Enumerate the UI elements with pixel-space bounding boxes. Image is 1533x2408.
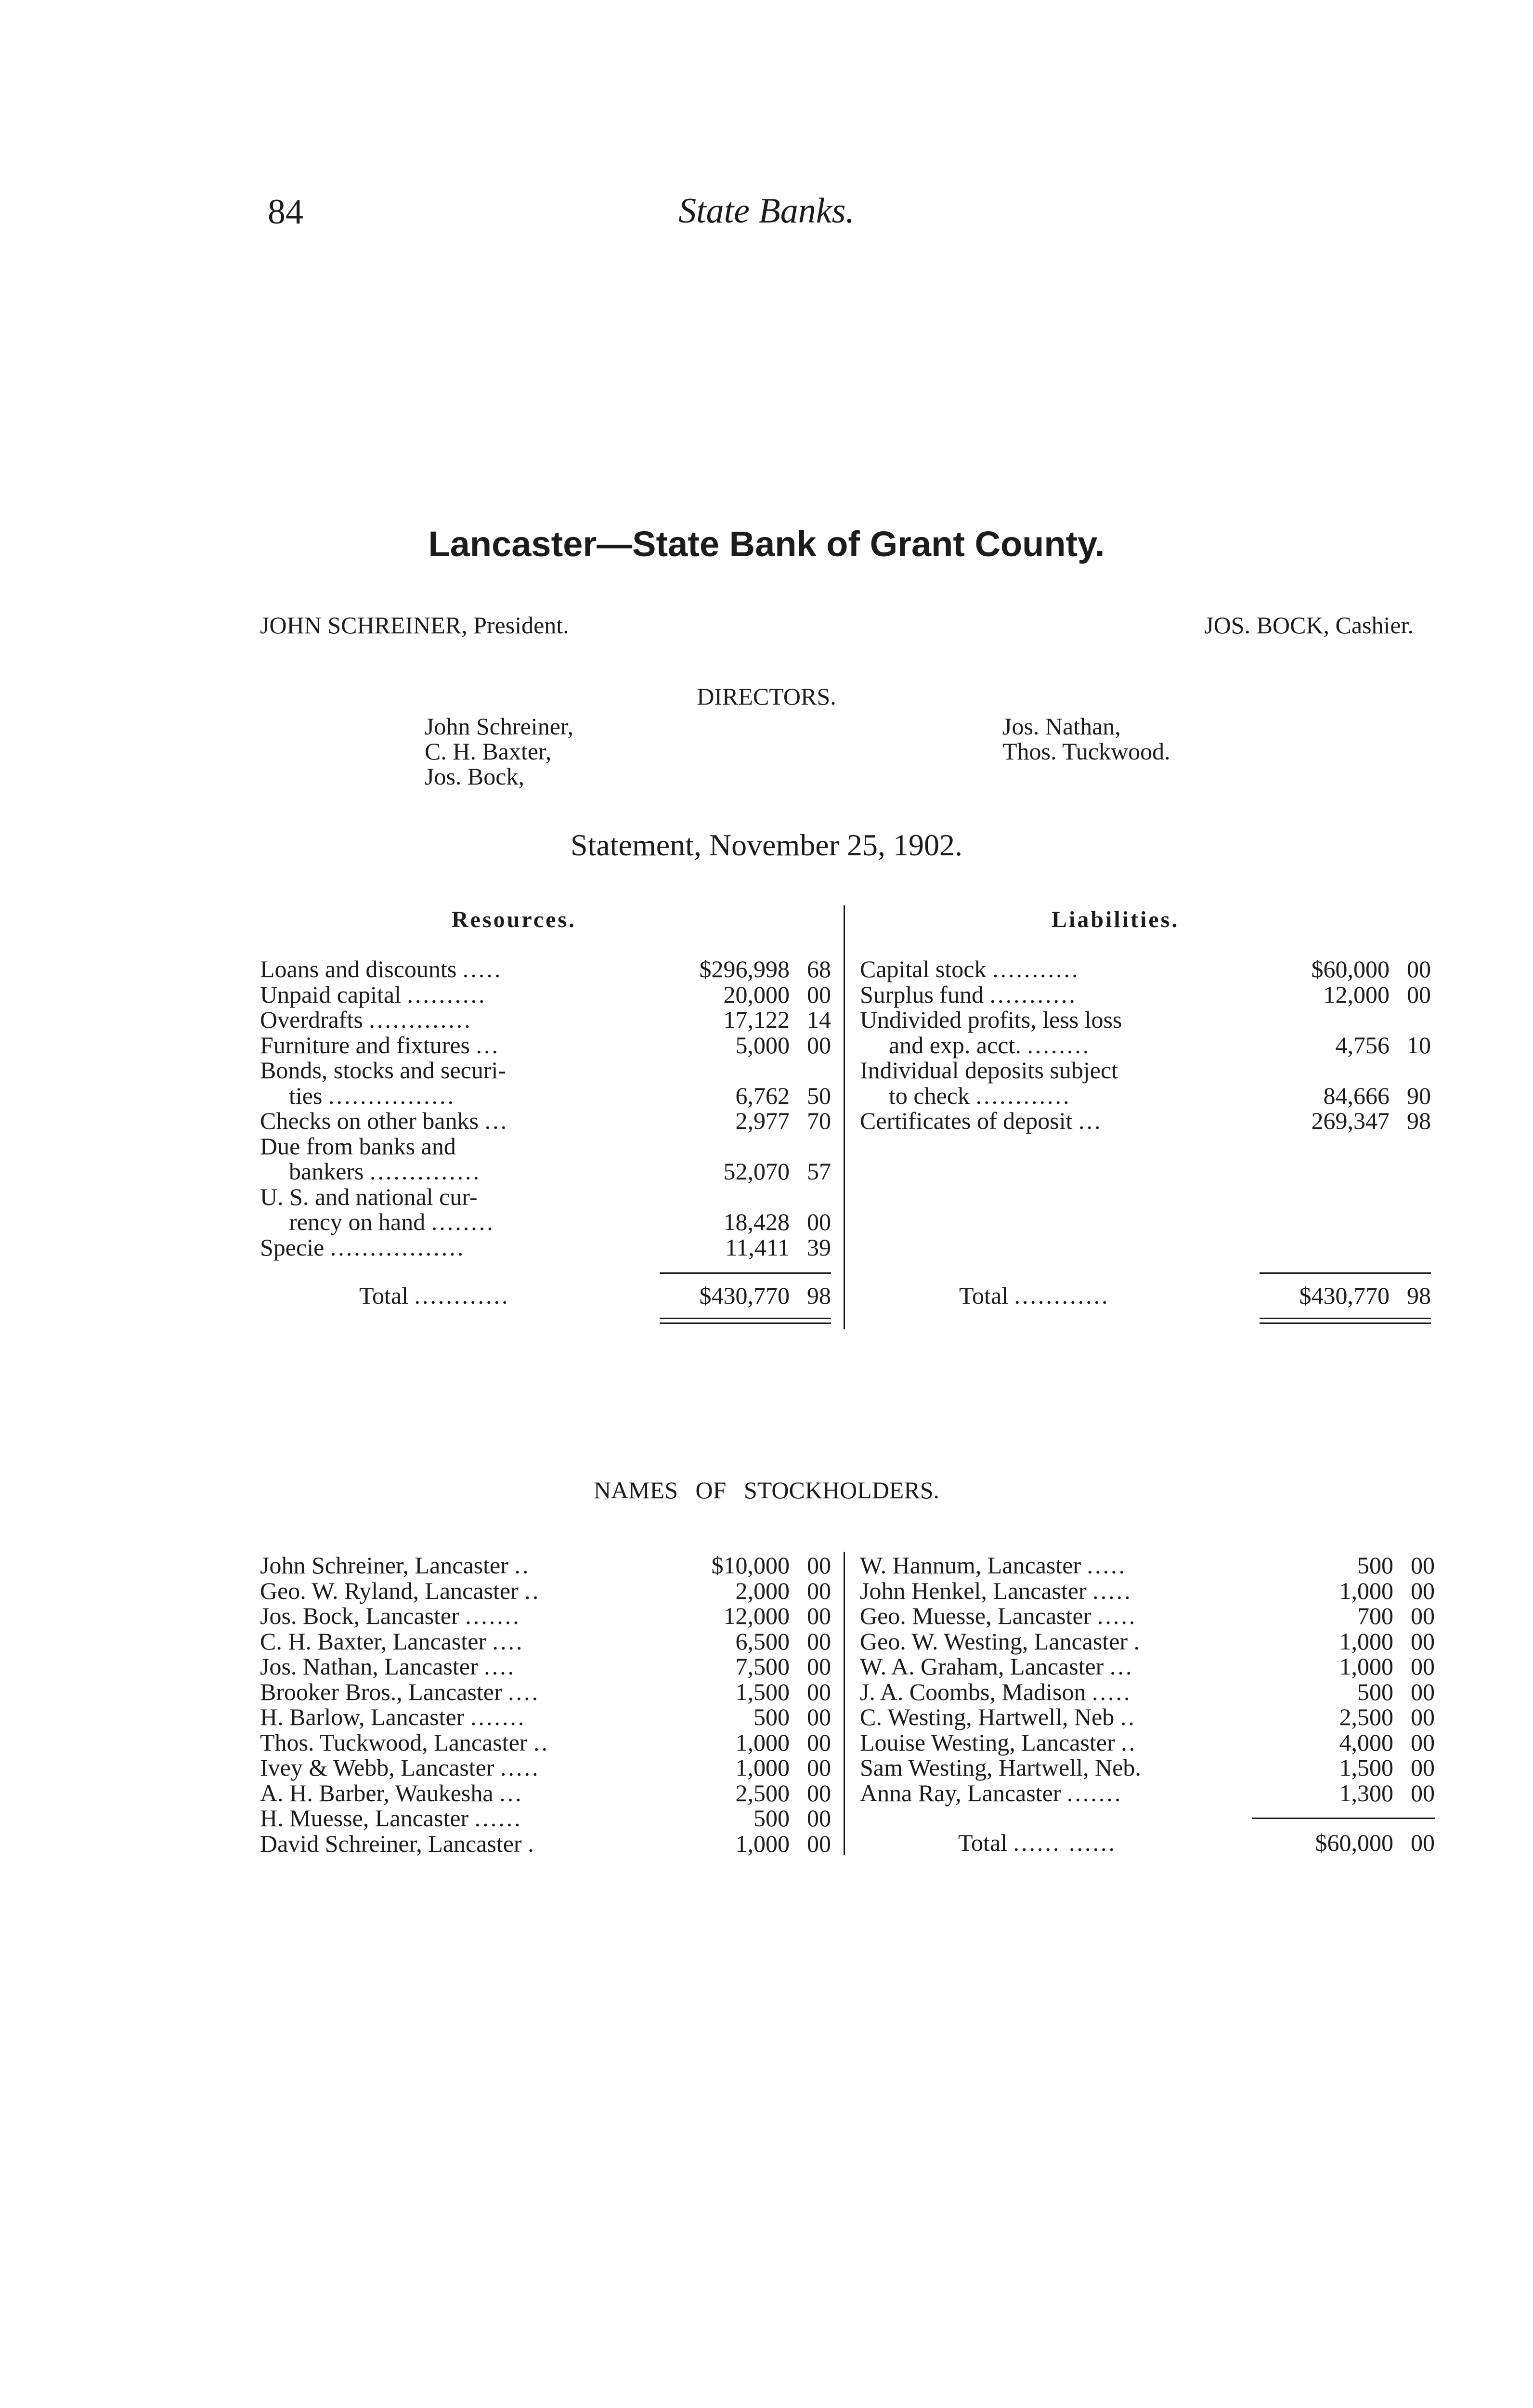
leader-dots: ....... [1066,1779,1123,1806]
leader-dots: .. [1120,1703,1136,1730]
amount-cents: 00 [1411,1627,1435,1655]
amount-dollars: 12,000 [723,1602,790,1629]
row-label [260,1629,524,1654]
leader-dots: ........ [1027,1031,1091,1059]
liability-row [860,1007,1431,1032]
leader-dots: ... [484,1107,509,1134]
president-line: JOHN SCHREINER, President. [260,612,569,639]
amount-dollars: 1,000 [735,1728,790,1756]
row-label [260,1679,540,1704]
row-text: Surplus fund [860,981,984,1008]
leader-dots: ..... [500,1754,540,1781]
row-text: A. H. Barber, Waukesha [260,1779,494,1806]
row-label [860,1578,1132,1603]
amount-cents: 39 [807,1233,831,1261]
amount-cents: 68 [807,955,831,982]
amount-cents: 98 [1407,1107,1431,1134]
amount-dollars: 4,000 [1339,1728,1393,1756]
stockholder-row [860,1654,1435,1679]
row-label [260,1780,523,1806]
leader-dots: ............ [975,1082,1071,1109]
leader-dots: .......... [407,981,487,1008]
leader-dots: ............ [1014,1282,1110,1309]
leader-dots: ...... [474,1805,522,1832]
running-title: State Banks. [678,191,855,231]
stockholder-row [260,1831,831,1856]
row-label [860,1780,1122,1806]
liabilities-total-row [860,1283,1431,1308]
amount-dollars: 500 [754,1805,790,1832]
amount-dollars: 2,977 [735,1107,790,1134]
row-text: bankers [289,1158,364,1185]
stockholder-row [260,1780,831,1806]
amount-cents: 00 [1411,1829,1435,1856]
stockholder-row [260,1806,831,1831]
row-text: to check [889,1082,970,1109]
director-name: C. H. Baxter, [425,738,552,765]
stockholder-row [860,1755,1435,1780]
amount-dollars: 2,500 [735,1779,790,1806]
row-label [260,1755,540,1780]
amount-cents: 00 [807,981,831,1008]
amount-dollars: $430,770 [1299,1282,1390,1309]
amount-cents: 00 [807,1653,831,1680]
amount-cents: 00 [1411,1754,1435,1781]
row-label [959,1283,1110,1308]
leader-dots: ............ [414,1282,510,1309]
amount-dollars: 500 [1357,1552,1393,1579]
row-label [860,982,1077,1007]
row-label [289,1209,495,1234]
amount-cents: 00 [807,1779,831,1806]
row-text: Thos. Tuckwood, Lancaster [260,1728,528,1756]
row-text: Due from banks and [260,1132,456,1160]
liabilities-sum-rule [1260,1272,1431,1274]
amount-dollars: 52,070 [723,1158,790,1185]
resource-row [260,982,831,1007]
amount-dollars: 5,000 [735,1031,790,1059]
amount-cents: 00 [1411,1728,1435,1756]
row-text: Certificates of deposit [860,1107,1073,1134]
row-text: and exp. acct. [889,1031,1021,1059]
liabilities-total-double-rule [1260,1322,1431,1324]
amount-dollars: 11,411 [725,1233,790,1261]
leader-dots: ..... [1097,1602,1137,1629]
amount-cents: 70 [807,1107,831,1134]
leader-dots: ..... [1092,1577,1132,1604]
amount-dollars: 20,000 [723,981,790,1008]
row-text: Louise Westing, Lancaster [860,1728,1115,1756]
row-label [260,1831,536,1856]
row-label [289,1083,455,1108]
row-text: J. A. Coombs, Madison [860,1678,1086,1705]
liability-row [860,1083,1431,1108]
amount-cents: 00 [1407,981,1431,1008]
resource-row [260,1235,831,1260]
director-name: Thos. Tuckwood. [1002,738,1170,765]
row-label [260,1033,500,1058]
row-text: W. Hannum, Lancaster [860,1552,1081,1579]
stockholders-heading: NAMES OF STOCKHOLDERS. [593,1477,940,1504]
resource-row [260,1184,831,1209]
stockholder-row [860,1578,1435,1603]
amount-cents: 00 [1411,1577,1435,1604]
amount-cents: 00 [1411,1653,1435,1680]
row-label [260,1134,456,1159]
leader-dots: . [1133,1627,1142,1655]
directors-heading: DIRECTORS. [697,683,836,710]
stockholder-row [260,1730,831,1755]
row-label [860,1629,1142,1654]
amount-cents: 90 [1407,1082,1431,1109]
leader-dots: . [528,1830,536,1857]
directors-left [425,714,573,789]
row-text: Total [958,1829,1008,1856]
amount-cents: 00 [1411,1703,1435,1730]
liability-row [860,956,1431,982]
amount-dollars: 1,000 [1339,1653,1393,1680]
liability-row [860,1033,1431,1058]
row-label [260,1235,465,1260]
row-text: Jos. Nathan, Lancaster [260,1653,478,1680]
amount-cents: 00 [1411,1678,1435,1705]
row-text: Brooker Bros., Lancaster [260,1678,502,1705]
amount-cents: 00 [807,1552,831,1579]
row-text: H. Muesse, Lancaster [260,1805,469,1832]
resources-sum-rule [660,1272,831,1274]
row-text: Total [359,1282,409,1309]
amount-dollars: 1,000 [1339,1577,1393,1604]
amount-dollars: 500 [1357,1678,1393,1705]
row-label [260,1578,540,1603]
row-label [260,956,502,982]
row-text: Furniture and fixtures [260,1031,470,1059]
amount-cents: 00 [807,1805,831,1832]
amount-cents: 00 [1411,1602,1435,1629]
leader-dots: ... [499,1779,523,1806]
row-text: ties [289,1082,323,1109]
stockholder-row [260,1629,831,1654]
directors-right [1002,714,1170,764]
stockholder-row [860,1679,1435,1704]
amount-dollars: $60,000 [1315,1829,1393,1856]
stockholder-row [860,1730,1435,1755]
liability-row [860,1058,1431,1083]
stockholder-row [260,1755,831,1780]
row-text: Total [959,1282,1009,1309]
row-label [889,1033,1091,1058]
leader-dots: ..... [1087,1552,1127,1579]
row-label [289,1159,481,1184]
resources-total-row [260,1283,831,1308]
amount-cents: 00 [807,1754,831,1781]
amount-dollars: 6,762 [735,1082,790,1109]
resource-row [260,1108,831,1133]
leader-dots: ....... [465,1602,521,1629]
leader-dots: ........ [431,1208,495,1235]
amount-dollars: 2,500 [1339,1703,1393,1730]
leader-dots: .. [524,1577,541,1604]
row-text: John Schreiner, Lancaster [260,1552,508,1579]
leader-dots: .... [492,1627,524,1655]
row-text: H. Barlow, Lancaster [260,1703,465,1730]
row-text: Checks on other banks [260,1107,479,1134]
director-name: Jos. Nathan, [1002,713,1121,740]
stockholder-row [860,1603,1435,1628]
row-label [860,1755,1141,1780]
row-label [860,956,1079,982]
row-label [260,1730,549,1755]
amount-dollars: $296,998 [699,955,790,982]
leader-dots: ..... [462,955,503,982]
row-text: Capital stock [860,955,987,982]
amount-dollars: 84,666 [1323,1082,1390,1109]
row-text: David Schreiner, Lancaster [260,1830,522,1857]
amount-dollars: $10,000 [711,1552,790,1579]
amount-cents: 98 [807,1282,831,1309]
amount-dollars: 17,122 [723,1006,790,1033]
row-label [260,1553,530,1578]
row-text: Geo. W. Ryland, Lancaster [260,1577,519,1604]
amount-dollars: 500 [754,1703,790,1730]
amount-cents: 00 [807,1031,831,1059]
leader-dots: ... [1078,1107,1103,1134]
row-label [860,1108,1103,1133]
row-label [860,1730,1137,1755]
resource-row [260,1159,831,1184]
row-label [958,1830,1117,1855]
amount-cents: 00 [807,1728,831,1756]
stockholders-total-row [860,1830,1435,1855]
amount-cents: 00 [807,1208,831,1235]
amount-dollars: 700 [1357,1602,1393,1629]
row-label [260,1806,522,1831]
amount-cents: 00 [807,1703,831,1730]
amount-cents: 00 [807,1627,831,1655]
row-label [860,1007,1122,1032]
row-text: Sam Westing, Hartwell, Neb. [860,1754,1141,1781]
row-label [260,982,486,1007]
resource-row [260,956,831,982]
stockholder-row [860,1553,1435,1578]
amount-cents: 00 [807,1602,831,1629]
amount-cents: 00 [807,1577,831,1604]
resource-row [260,1083,831,1108]
row-text: C. Westing, Hartwell, Neb [860,1703,1115,1730]
row-label [860,1603,1137,1628]
row-label [860,1679,1132,1704]
amount-cents: 98 [1407,1282,1431,1309]
row-label [260,1007,472,1032]
row-label [260,1603,521,1628]
row-text: Geo. W. Westing, Lancaster [860,1627,1128,1655]
stockholder-row [860,1780,1435,1806]
stockholder-row [260,1679,831,1704]
amount-cents: 00 [1407,955,1431,982]
amount-dollars: 1,300 [1339,1779,1393,1806]
stockholder-row [260,1603,831,1628]
leader-dots: .. [514,1552,531,1579]
resource-row [260,1033,831,1058]
leader-dots: .... [508,1678,540,1705]
amount-dollars: 4,756 [1335,1031,1390,1059]
leader-dots: ........... [989,981,1077,1008]
amount-cents: 00 [1411,1552,1435,1579]
row-text: Undivided profits, less loss [860,1006,1122,1033]
amount-dollars: 1,000 [1339,1627,1393,1655]
row-label [860,1058,1118,1083]
row-label [889,1083,1071,1108]
row-text: John Henkel, Lancaster [860,1577,1087,1604]
leader-dots: ................ [328,1082,455,1109]
row-label [359,1283,510,1308]
row-label [260,1184,478,1209]
stockholder-row [860,1704,1435,1729]
row-text: Loans and discounts [260,955,457,982]
row-label [260,1058,506,1083]
director-name: Jos. Bock, [425,763,524,790]
row-text: Ivey & Webb, Lancaster [260,1754,494,1781]
amount-cents: 50 [807,1082,831,1109]
leader-dots: .... [484,1653,516,1680]
amount-dollars: 7,500 [735,1653,790,1680]
liabilities-heading: Liabilities. [1052,907,1180,932]
statement-heading: Statement, November 25, 1902. [570,828,963,862]
amount-cents: 14 [807,1006,831,1033]
row-text: Anna Ray, Lancaster [860,1779,1061,1806]
amount-cents: 00 [807,1678,831,1705]
row-text: Jos. Bock, Lancaster [260,1602,459,1629]
leader-dots: ................. [330,1233,466,1261]
row-text: U. S. and national cur- [260,1183,478,1210]
amount-dollars: 1,000 [735,1830,790,1857]
amount-dollars: $430,770 [699,1282,790,1309]
liability-row [860,982,1431,1007]
stockholders-divider [844,1552,845,1855]
resource-row [260,1058,831,1083]
row-label [260,1704,526,1729]
leader-dots: .. [1121,1728,1137,1756]
amount-cents: 57 [807,1158,831,1185]
leader-dots: .. [533,1728,549,1756]
row-text: C. H. Baxter, Lancaster [260,1627,487,1655]
bank-title: Lancaster—State Bank of Grant County. [428,524,1105,564]
amount-dollars: 2,000 [735,1577,790,1604]
row-label [860,1704,1136,1729]
leader-dots: ...... ...... [1013,1829,1117,1856]
resources-heading: Resources. [452,907,577,932]
row-text: Specie [260,1233,325,1261]
row-label [860,1553,1127,1578]
stockholder-row [260,1578,831,1603]
row-text: Unpaid capital [260,981,401,1008]
row-label [260,1108,508,1133]
amount-dollars: $60,000 [1311,955,1390,982]
row-label [260,1654,516,1679]
resources-total-double-rule [660,1318,831,1319]
leader-dots: ............. [369,1006,472,1033]
row-text: Overdrafts [260,1006,363,1033]
leader-dots: .............. [370,1158,481,1185]
leader-dots: ....... [470,1703,526,1730]
leader-dots: ... [476,1031,500,1059]
amount-dollars: 1,500 [735,1678,790,1705]
amount-cents: 00 [1411,1779,1435,1806]
row-text: Individual deposits subject [860,1057,1118,1084]
liabilities-total-double-rule [1260,1318,1431,1319]
amount-dollars: 269,347 [1311,1107,1390,1134]
amount-dollars: 1,500 [1339,1754,1393,1781]
resource-row [260,1007,831,1032]
leader-dots: ... [1109,1653,1134,1680]
leader-dots: ........... [992,955,1080,982]
resource-row [260,1209,831,1234]
row-text: W. A. Graham, Lancaster [860,1653,1104,1680]
row-text: rency on hand [289,1208,426,1235]
leader-dots: ..... [1092,1678,1132,1705]
stockholder-row [260,1553,831,1578]
amount-cents: 00 [807,1830,831,1857]
cashier-line: JOS. BOCK, Cashier. [1204,612,1414,639]
row-text: Geo. Muesse, Lancaster [860,1602,1091,1629]
liability-row [860,1108,1431,1133]
stockholder-row [260,1704,831,1729]
amount-dollars: 12,000 [1323,981,1390,1008]
amount-dollars: 1,000 [735,1754,790,1781]
stockholder-row [860,1629,1435,1654]
amount-cents: 10 [1407,1031,1431,1059]
column-divider [844,905,845,1329]
row-label [860,1654,1133,1679]
stockholder-row [260,1654,831,1679]
resources-total-double-rule [660,1322,831,1324]
director-name: John Schreiner, [425,713,574,740]
stockholders-sum-rule [1252,1818,1435,1819]
page-number: 84 [268,192,303,232]
amount-dollars: 18,428 [723,1208,790,1235]
row-text: Bonds, stocks and securi- [260,1057,507,1084]
resource-row [260,1134,831,1159]
amount-dollars: 6,500 [735,1627,790,1655]
